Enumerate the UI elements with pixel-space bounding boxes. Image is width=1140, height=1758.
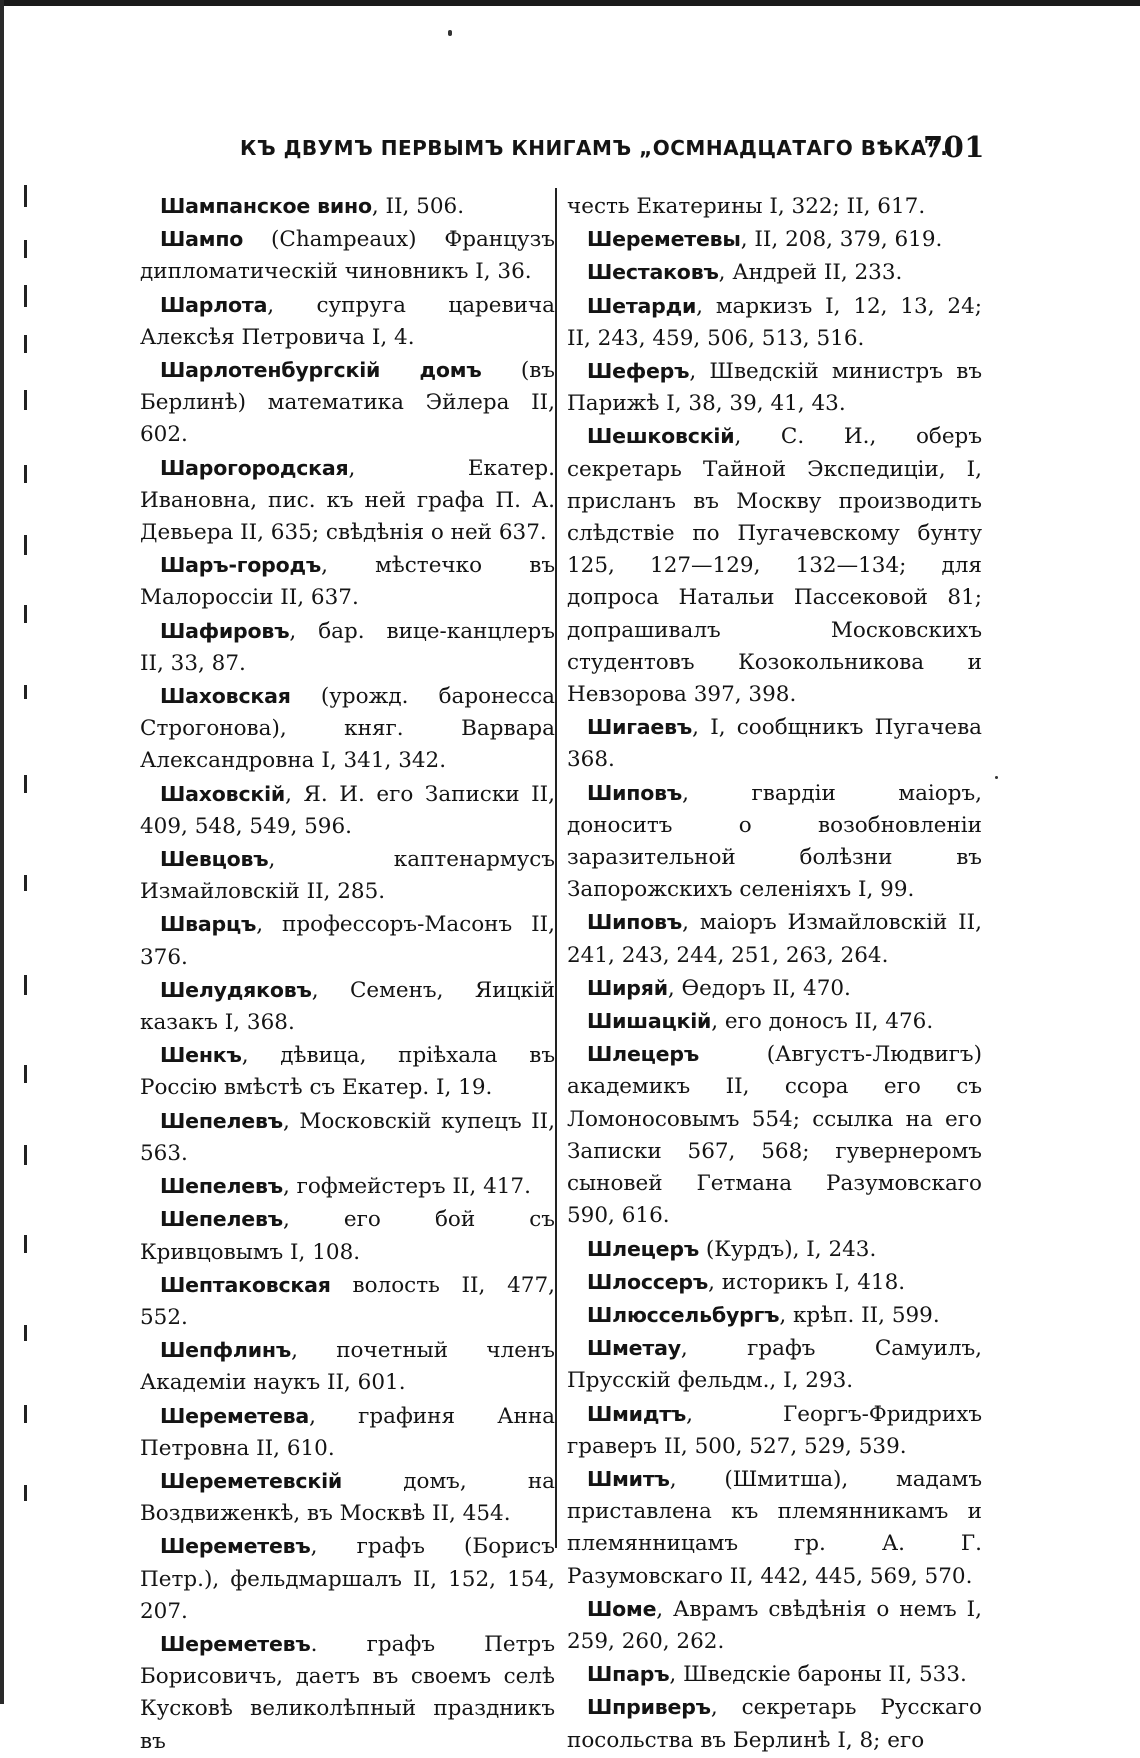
- entry-text: , супруга царевича Алексѣя Петровича I, 4.: [140, 292, 555, 350]
- entry-headword: Шарлота: [160, 292, 268, 317]
- entry-headword: Шиповъ: [587, 910, 683, 935]
- index-entry: [140, 1530, 555, 1628]
- index-entry: [140, 1334, 555, 1399]
- index-entry: [567, 1233, 982, 1266]
- index-entry: [567, 256, 982, 289]
- entry-text: (урожд. баронесса Строгонова), княг. Варвара Александровна I, 341, 342.: [140, 684, 555, 774]
- index-entry: [140, 974, 555, 1039]
- binding-marks: [18, 185, 38, 1515]
- running-header: [230, 130, 985, 170]
- index-entry: [567, 290, 982, 355]
- index-entry: [140, 190, 555, 223]
- entry-text: домъ, на Воздвиженкѣ, въ Москвѣ II, 454.: [140, 1468, 555, 1527]
- entry-headword: Шенкъ: [160, 1043, 242, 1068]
- entry-headword: Шмитъ: [587, 1466, 670, 1491]
- entry-text: . графъ Петръ Борисовичъ, даетъ въ своемъ селѣ Кусковѣ великолѣпный праздникъ въ: [140, 1631, 555, 1754]
- entry-text: (Курдъ), I, 243.: [699, 1236, 877, 1262]
- entry-text: , каптенармусъ Измайловскій II, 285.: [140, 847, 555, 905]
- index-entry: [567, 1332, 982, 1397]
- index-entry: [567, 1691, 982, 1756]
- entry-text: , Шведскій министръ въ Парижѣ I, 38, 39, 41, 43.: [567, 359, 982, 417]
- index-entry: [567, 906, 982, 971]
- entry-text: , С. И., оберъ секретарь Тайной Экспедиціи, I, присланъ въ Москву производить слѣдствіе по Пугачевскому бунту 125, 127—129, 132—134; для допроса Натальи Пассековой 81; допрашивалъ Московскихъ студентовъ Козокольникова и Невзорова 397, 398.: [567, 424, 982, 708]
- entry-headword: Шиповъ: [587, 780, 683, 805]
- entry-headword: Шепфлинъ: [160, 1338, 292, 1363]
- entry-text: (въ Берлинѣ) математика Эйлера II, 602.: [140, 358, 555, 448]
- index-entry: [140, 549, 555, 614]
- entry-text: , почетный членъ Академіи наукъ II, 601.: [140, 1338, 555, 1396]
- entry-text: , профессоръ-Масонъ II, 376.: [140, 912, 555, 970]
- index-entry: [140, 1269, 555, 1334]
- entry-headword: Шампанское вино: [160, 194, 372, 218]
- entry-headword: Шепелевъ: [160, 1207, 283, 1232]
- index-entry: [567, 1266, 982, 1299]
- entry-text: , Московскій купецъ II, 563.: [140, 1108, 555, 1166]
- entry-headword: Шмидтъ: [587, 1401, 687, 1426]
- entry-text: , графъ Самуилъ, Прусскій фельдм., I, 293.: [567, 1336, 982, 1394]
- entry-headword: Шарлотенбургскій домъ: [160, 358, 482, 383]
- entry-text: , I, сообщникъ Пугачева 368.: [567, 715, 982, 773]
- entry-text: , Георгъ-Фридрихъ граверъ II, 500, 527, 529, 539.: [567, 1401, 982, 1459]
- entry-headword: Шлюссельбургъ: [587, 1302, 780, 1327]
- entry-headword: Шепелевъ: [160, 1174, 283, 1199]
- index-entry: [567, 1038, 982, 1232]
- index-entry: [140, 1039, 555, 1104]
- entry-headword: Шметау: [587, 1336, 681, 1361]
- entry-headword: Шишацкій: [587, 1009, 712, 1034]
- entry-text: , крѣп. II, 599.: [779, 1302, 940, 1328]
- entry-headword: Шоме: [587, 1596, 657, 1621]
- entry-text: , II, 208, 379, 619.: [740, 227, 943, 253]
- entry-text: , Я. И. его Записки II, 409, 548, 549, 596.: [140, 781, 555, 839]
- index-entry: [140, 778, 555, 843]
- entry-headword: Шварцъ: [160, 912, 257, 937]
- index-entry: [140, 1203, 555, 1268]
- entry-headword: Шигаевъ: [587, 715, 693, 740]
- entry-headword: Шереметевскій: [160, 1468, 343, 1493]
- entry-headword: Шереметевы: [587, 227, 741, 252]
- entry-text: (Champeaux) Французъ дипломатическій чиновникъ I, 36.: [140, 227, 555, 285]
- entry-headword: Шешковскій: [587, 424, 735, 449]
- index-column-right: [567, 190, 982, 1757]
- entry-text: , его бой съ Кривцовымъ I, 108.: [140, 1207, 555, 1265]
- entry-text: (Августъ-Людвигъ) академикъ II, ссора его съ Ломоносовымъ 554; ссылка на его Записки 567, 568; гувернеромъ сыновей Гетмана Разумовскаго 590, 616.: [567, 1042, 982, 1229]
- entry-text: волость II, 477, 552.: [140, 1272, 555, 1330]
- entry-headword: Шевцовъ: [160, 847, 269, 872]
- entry-text: , Шведскіе бароны II, 533.: [669, 1662, 967, 1688]
- entry-headword: Шестаковъ: [587, 260, 719, 285]
- index-entry: [567, 355, 982, 420]
- index-entry: [140, 1400, 555, 1465]
- entry-text: , секретарь Русскаго посольства въ Берлинѣ I, 8; его: [567, 1695, 982, 1753]
- entry-text: , Екатер. Ивановна, пис. къ ней графа П. А. Девьера II, 635; свѣдѣнія о ней 637.: [140, 455, 555, 546]
- index-entry: [567, 1005, 982, 1038]
- index-entry: [567, 1593, 982, 1658]
- entry-text: , Ѳедоръ II, 470.: [667, 975, 851, 1001]
- index-entry: [140, 452, 555, 550]
- entry-headword: Шлецеръ: [587, 1236, 700, 1261]
- entry-text: , (Шмитша), мадамъ приставлена къ племянникамъ и племянницамъ гр. А. Г. Разумовскаго II, 442, 445, 569, 570.: [567, 1466, 982, 1589]
- entry-text: , II, 506.: [371, 194, 465, 219]
- page-number: 701: [922, 130, 985, 164]
- column-divider: [555, 188, 557, 1548]
- ink-speck: [995, 776, 998, 779]
- entry-text: , дѣвица, пріѣхала въ Россію вмѣстѣ съ Екатер. I, 19.: [140, 1043, 555, 1101]
- entry-text: , графиня Анна Петровна II, 610.: [140, 1403, 555, 1461]
- entry-text: , Семенъ, Яицкій казакъ I, 368.: [140, 977, 555, 1036]
- top-edge-rule: [0, 0, 1140, 6]
- index-entry: [140, 1170, 555, 1203]
- entry-headword: Шампо: [160, 227, 244, 252]
- entry-text: , гвардіи маіоръ, доноситъ о возобновленіи заразительной болѣзни въ Запорожскихъ селеніяхъ I, 99.: [567, 780, 982, 903]
- index-entry: [567, 420, 982, 711]
- index-entry: [140, 289, 555, 354]
- index-column-left: [140, 190, 555, 1758]
- entry-text: , графъ (Борисъ Петр.), фельдмаршалъ II, 152, 154, 207.: [140, 1534, 555, 1624]
- entry-text: , маркизъ I, 12, 13, 24; II, 243, 459, 506, 513, 516.: [567, 293, 982, 351]
- entry-headword: Шеферъ: [587, 359, 690, 384]
- index-entry: [140, 615, 555, 680]
- index-entry: [140, 1628, 555, 1758]
- index-entry: [140, 223, 555, 288]
- entry-headword: Шарогородская: [160, 455, 349, 480]
- index-entry: [567, 223, 982, 256]
- ink-speck: [448, 30, 452, 36]
- entry-headword: Шереметева: [160, 1403, 310, 1428]
- entry-headword: Шетарди: [587, 293, 697, 318]
- index-entry: [567, 1463, 982, 1593]
- index-entry: [567, 1299, 982, 1332]
- entry-headword: Шаховская: [160, 684, 291, 709]
- entry-text: , гофмейстеръ II, 417.: [283, 1174, 531, 1200]
- entry-headword: Шлоссеръ: [587, 1269, 709, 1294]
- entry-headword: Шаховскій: [160, 781, 286, 806]
- index-entry: [567, 972, 982, 1005]
- entry-headword: Шаръ-городъ: [160, 553, 322, 578]
- entry-text: , маіоръ Измайловскій II, 241, 243, 244, 251, 263, 264.: [567, 910, 982, 968]
- index-entry: [140, 354, 555, 452]
- index-entry: [140, 680, 555, 778]
- index-entry: [140, 1105, 555, 1170]
- index-entry: [140, 908, 555, 973]
- entry-text: , его доносъ II, 476.: [711, 1009, 934, 1035]
- entry-headword: Шептаковская: [160, 1272, 331, 1297]
- entry-headword: Шереметевъ: [160, 1534, 311, 1559]
- entry-text: честь Екатерины I, 322; II, 617.: [567, 194, 926, 219]
- index-entry: [567, 1398, 982, 1463]
- index-entry: [140, 843, 555, 908]
- entry-text: , Андрей II, 233.: [718, 260, 903, 286]
- entry-text: , бар. вице-канцлеръ II, 33, 87.: [140, 618, 555, 676]
- entry-text: , мѣстечко въ Малороссіи II, 637.: [140, 553, 555, 611]
- entry-headword: Шелудяковъ: [160, 977, 312, 1002]
- entry-headword: Шприверъ: [587, 1695, 711, 1720]
- entry-headword: Шепелевъ: [160, 1108, 283, 1133]
- entry-text: , Аврамъ свѣдѣнія о немъ I, 259, 260, 262.: [567, 1596, 982, 1654]
- index-entry: [567, 711, 982, 776]
- index-entry: [567, 1658, 982, 1691]
- entry-headword: Шпаръ: [587, 1662, 670, 1687]
- index-entry: [567, 190, 982, 223]
- left-edge-rule: [0, 0, 4, 1704]
- index-entry: [567, 777, 982, 907]
- entry-headword: Ширяй: [587, 975, 668, 1000]
- entry-headword: Шереметевъ: [160, 1631, 311, 1656]
- entry-headword: Шафировъ: [160, 618, 290, 643]
- entry-text: , историкъ I, 418.: [708, 1269, 906, 1295]
- running-title: КЪ ДВУМЪ ПЕРВЫМЪ КНИГАМЪ „ОСМНАДЦАТАГО ВѢКА“.: [240, 136, 949, 160]
- entry-headword: Шлецеръ: [587, 1042, 700, 1067]
- index-entry: [140, 1465, 555, 1530]
